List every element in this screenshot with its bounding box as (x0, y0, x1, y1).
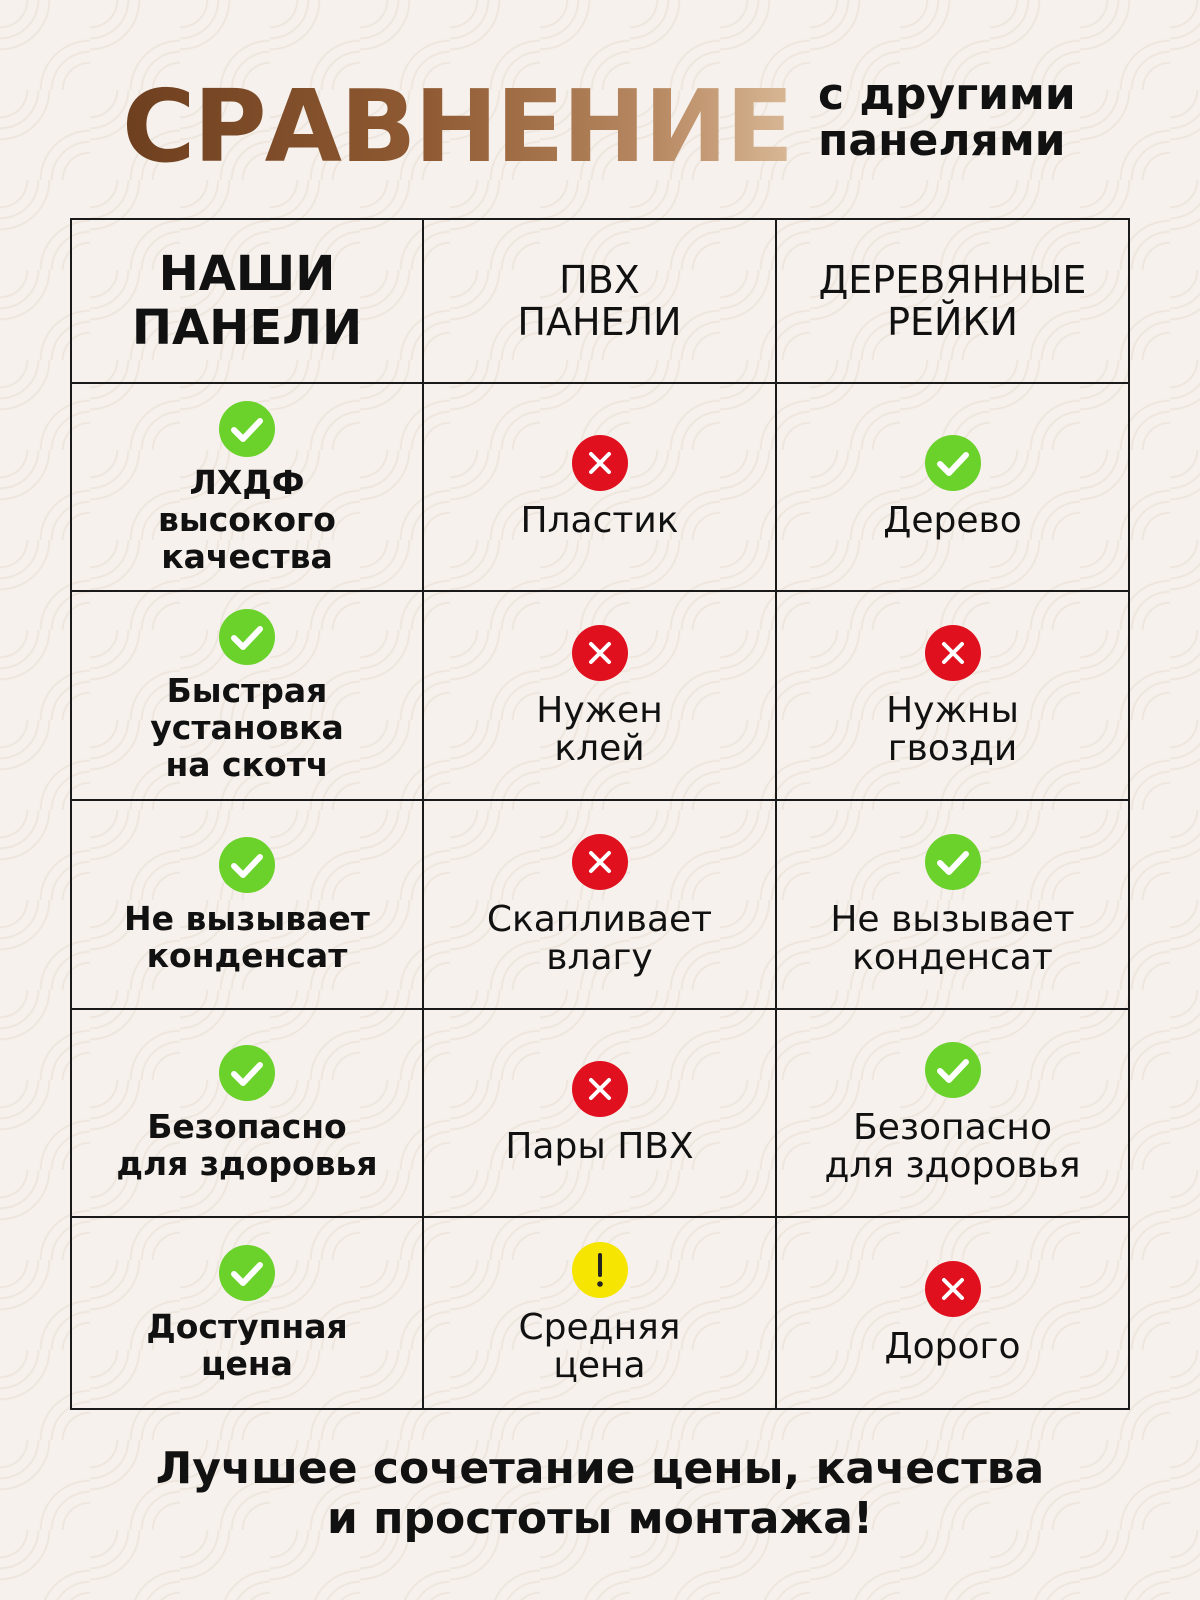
cross-icon (924, 624, 982, 682)
cell-text: Доступная цена (146, 1307, 348, 1383)
footer-line-2: и простоты монтажа! (326, 1493, 874, 1544)
cell-text: Безопасно для здоровья (116, 1107, 378, 1183)
table-cell-wood (777, 384, 1128, 592)
cross-icon (571, 434, 629, 492)
footer-slogan (0, 1444, 1200, 1544)
column-header-our-panels (72, 220, 424, 384)
table-cell-pvc (424, 592, 777, 801)
header (0, 62, 1200, 192)
table-cell-ours (72, 592, 424, 801)
footer-line-1: Лучшее сочетание цены, качества (155, 1443, 1045, 1494)
table-cell-ours (72, 1218, 424, 1408)
column-header-label: НАШИ ПАНЕЛИ (131, 246, 363, 356)
table-cell-wood (777, 1218, 1128, 1408)
page-subtitle: с другими панелями (818, 69, 1076, 166)
cell-text: Скапливает влагу (486, 898, 713, 978)
cell-text: Пластик (520, 500, 679, 541)
check-icon (218, 608, 276, 666)
cell-text: Пары ПВХ (505, 1126, 694, 1167)
page-title: СРАВНЕНИЕ (122, 62, 792, 192)
cell-text: Средняя цена (518, 1307, 681, 1386)
table-cell-pvc (424, 801, 777, 1010)
cell-text: Быстрая установка на скотч (150, 671, 344, 784)
cell-text: Дорого (884, 1326, 1021, 1367)
check-icon (924, 833, 982, 891)
cross-icon (924, 1260, 982, 1318)
cross-icon (571, 624, 629, 682)
cell-text: Дерево (883, 500, 1022, 541)
cross-icon (571, 833, 629, 891)
check-icon (924, 434, 982, 492)
cell-text: Безопасно для здоровья (824, 1107, 1081, 1186)
column-header-label: ДЕРЕВЯННЫЕ РЕЙКИ (818, 258, 1087, 344)
check-icon (218, 1044, 276, 1102)
table-cell-ours (72, 1010, 424, 1218)
comparison-table (70, 218, 1130, 1410)
table-cell-ours (72, 801, 424, 1010)
table-cell-pvc (424, 384, 777, 592)
table-cell-pvc (424, 1218, 777, 1408)
check-icon (218, 400, 276, 458)
cell-text: Не вызывает конденсат (830, 898, 1075, 978)
cross-icon (571, 1060, 629, 1118)
warning-icon (571, 1241, 629, 1299)
check-icon (924, 1041, 982, 1099)
cell-text: Нужен клей (536, 689, 663, 769)
check-icon (218, 1244, 276, 1302)
table-cell-wood (777, 801, 1128, 1010)
check-icon (218, 836, 276, 894)
column-header-label: ПВХ ПАНЕЛИ (517, 258, 682, 344)
cell-text: ЛХДФ высокого качества (158, 462, 336, 576)
table-cell-wood (777, 1010, 1128, 1218)
cell-text: Нужны гвозди (886, 689, 1019, 769)
cell-text: Не вызывает конденсат (124, 898, 370, 975)
column-header-pvc-panels (424, 220, 777, 384)
table-cell-pvc (424, 1010, 777, 1218)
column-header-wood-slats (777, 220, 1128, 384)
table-cell-wood (777, 592, 1128, 801)
table-cell-ours (72, 384, 424, 592)
